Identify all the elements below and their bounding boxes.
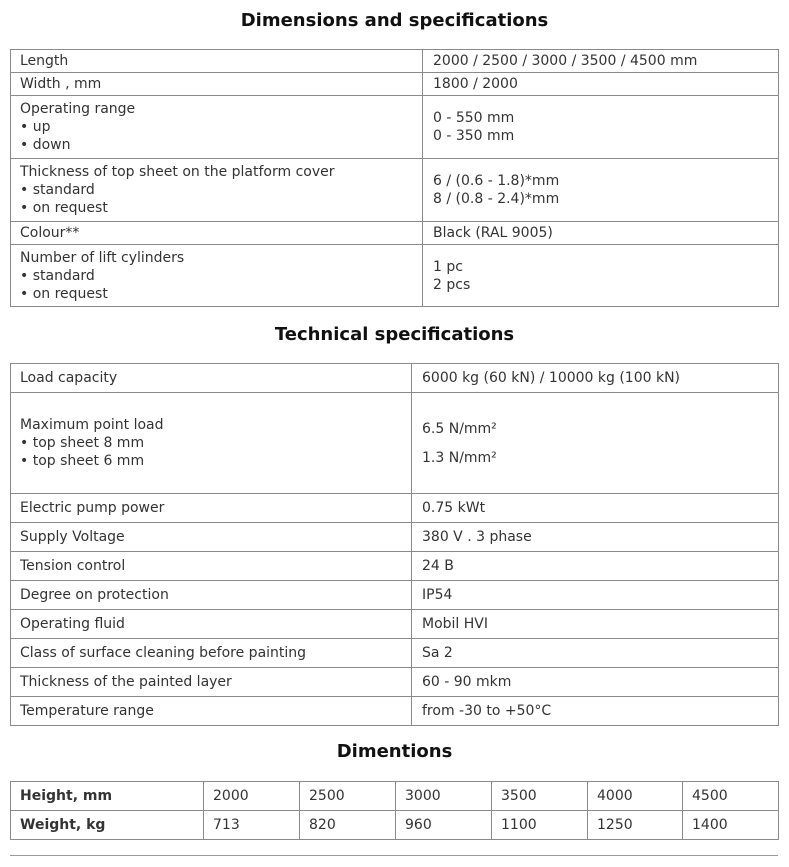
spec-value-text: 0 - 550 mm [433, 110, 515, 126]
weight-label: Weight, kg [11, 811, 204, 840]
height-cell: 4500 [683, 782, 779, 811]
spec-label [11, 364, 412, 393]
spec-value [423, 50, 779, 73]
technical-row [11, 494, 779, 523]
spec-label [11, 96, 423, 159]
weight-cell: 1100 [492, 811, 588, 840]
weight-row [11, 811, 779, 840]
spacer [422, 438, 778, 449]
spec-label-text: Colour** [20, 225, 80, 241]
spec-value-text: Sa 2 [422, 645, 453, 661]
technical-row [11, 523, 779, 552]
dimensions-row [11, 245, 779, 307]
technical-row [11, 364, 779, 393]
spec-value [412, 494, 779, 523]
height-cell: 2500 [300, 782, 396, 811]
spec-label-text: Degree on protection [20, 587, 169, 603]
spec-value [412, 393, 779, 494]
height-cell: 2000 [204, 782, 300, 811]
spec-value-text: from -30 to +50°C [422, 703, 552, 719]
spec-value [412, 639, 779, 668]
dimensions-title: Dimensions and specifications [240, 10, 549, 31]
weight-cell: 820 [300, 811, 396, 840]
spec-value [412, 668, 779, 697]
spec-bullet: • top sheet 8 mm [20, 434, 411, 452]
dimensions-row [11, 159, 779, 222]
spec-bullet: • standard [20, 181, 422, 199]
spec-value-text: 8 / (0.8 - 2.4)*mm [433, 191, 560, 207]
technical-row [11, 552, 779, 581]
spec-label [11, 697, 412, 726]
dimensions-table [10, 49, 779, 307]
height-cell: 4000 [588, 782, 683, 811]
spec-label-text: Load capacity [20, 370, 118, 386]
weight-cell: 960 [396, 811, 492, 840]
spec-value [412, 697, 779, 726]
spec-label [11, 393, 412, 494]
spec-label-text: Width , mm [20, 76, 102, 92]
spec-label [11, 581, 412, 610]
spec-value-text: 6000 kg (60 kN) / 10000 kg (100 kN) [422, 370, 681, 386]
height-cell: 3000 [396, 782, 492, 811]
spec-bullet: • down [20, 136, 422, 154]
spec-label [11, 73, 423, 96]
technical-row [11, 668, 779, 697]
spec-value-text: IP54 [422, 587, 453, 603]
spec-value [412, 610, 779, 639]
spec-label-text: Operating fluid [20, 616, 125, 632]
spec-label-text: Thickness of top sheet on the platform cover [20, 164, 335, 180]
spec-value [412, 581, 779, 610]
dimentions-title: Dimentions [336, 741, 453, 762]
spec-value [412, 552, 779, 581]
spec-label [11, 639, 412, 668]
technical-row [11, 697, 779, 726]
spec-label-text: Operating range [20, 101, 136, 117]
spec-value [412, 364, 779, 393]
spec-value-text: 0.75 kWt [422, 500, 486, 516]
spec-value-text: 2 pcs [433, 276, 471, 293]
spec-label-text: Temperature range [20, 703, 154, 719]
spec-label-text: Class of surface cleaning before painting [20, 645, 307, 661]
spec-label-text: Electric pump power [20, 500, 165, 516]
spec-label-text: Supply Voltage [20, 529, 125, 545]
weight-cell: 1400 [683, 811, 779, 840]
spec-value-text: 6 / (0.6 - 1.8)*mm [433, 173, 560, 189]
dimensions-row [11, 73, 779, 96]
spec-label [11, 610, 412, 639]
technical-row [11, 610, 779, 639]
spec-value-text: 60 - 90 mkm [422, 674, 512, 690]
dimensions-row [11, 96, 779, 159]
spec-label-text: Maximum point load [20, 417, 164, 433]
spec-label [11, 245, 423, 307]
spec-value-text: Black (RAL 9005) [433, 225, 553, 241]
dimensions-row [11, 222, 779, 245]
spec-value [423, 245, 779, 307]
spec-value-text: 1800 / 2000 [433, 76, 518, 92]
bottom-divider [10, 855, 778, 856]
spec-bullet: • standard [20, 267, 422, 285]
spec-label [11, 668, 412, 697]
spec-value-text: 0 - 350 mm [433, 128, 515, 144]
technical-row [11, 393, 779, 494]
spec-label [11, 50, 423, 73]
weight-cell: 713 [204, 811, 300, 840]
spec-label [11, 222, 423, 245]
spec-bullet: • on request [20, 285, 422, 303]
spec-value [423, 73, 779, 96]
spec-bullet: • top sheet 6 mm [20, 452, 411, 470]
spec-label [11, 523, 412, 552]
spec-value-text: 1 pc [433, 258, 463, 275]
technical-row [11, 639, 779, 668]
spec-label [11, 552, 412, 581]
spec-value [423, 96, 779, 159]
spec-bullet: • up [20, 118, 422, 136]
technical-title: Technical specifications [274, 324, 515, 345]
spec-value-text: 1.3 N/mm² [422, 449, 497, 466]
spec-label-text: Thickness of the painted layer [20, 674, 232, 690]
technical-table [10, 363, 779, 726]
technical-row [11, 581, 779, 610]
spec-value-text: 2000 / 2500 / 3000 / 3500 / 4500 mm [433, 53, 698, 69]
spec-value-text: 380 V . 3 phase [422, 529, 532, 545]
spec-value [423, 159, 779, 222]
height-cell: 3500 [492, 782, 588, 811]
height-label: Height, mm [11, 782, 204, 811]
dimensions-row [11, 50, 779, 73]
spec-value [412, 523, 779, 552]
spec-label [11, 159, 423, 222]
dimentions-table [10, 781, 779, 840]
spec-label-text: Number of lift cylinders [20, 249, 185, 266]
spec-value [423, 222, 779, 245]
spec-label-text: Length [20, 53, 69, 69]
weight-cell: 1250 [588, 811, 683, 840]
spec-value-text: 24 B [422, 558, 454, 574]
spec-value-text: Mobil HVI [422, 616, 488, 632]
height-row [11, 782, 779, 811]
spec-label [11, 494, 412, 523]
spec-bullet: • on request [20, 199, 422, 217]
spec-label-text: Tension control [20, 558, 126, 574]
spec-value-text: 6.5 N/mm² [422, 420, 497, 437]
